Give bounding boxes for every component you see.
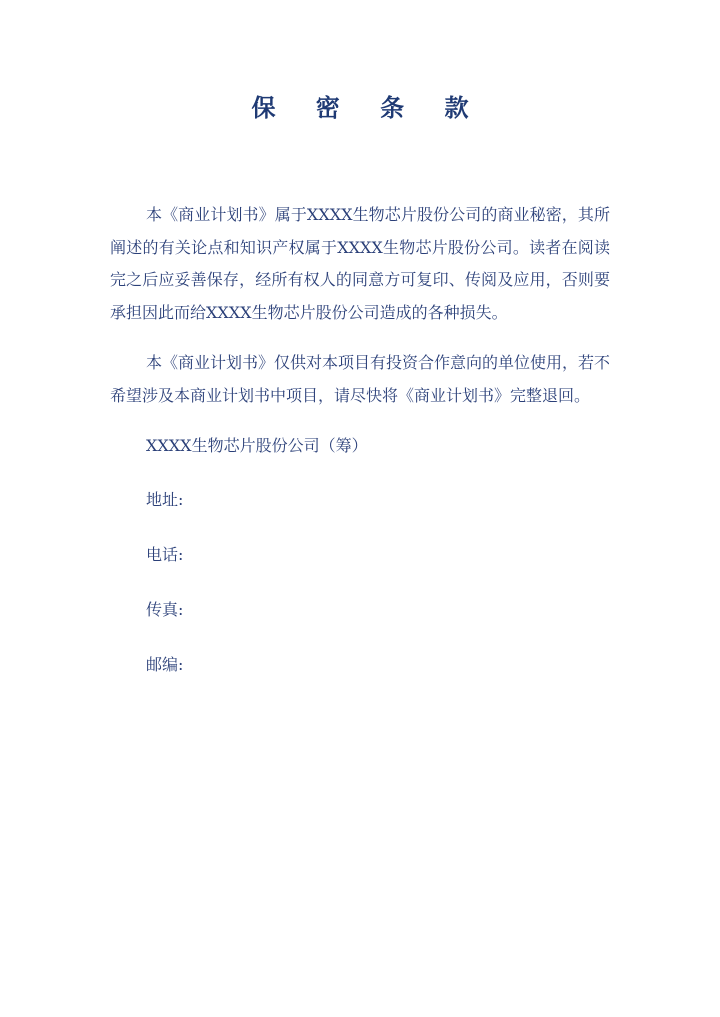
document-title: 保 密 条 款 (251, 93, 485, 122)
confidentiality-paragraph-1: 本《商业计划书》属于XXXX生物芯片股份公司的商业秘密，其所阐述的有关论点和知识产权属于XXXX生物芯片股份公司。读者在阅读完之后应妥善保存，经所有权人的同意方可复印、传阅及应用，否则要承担因此而给XXXX生物芯片股份公司造成的各种损失。 (110, 205, 610, 322)
company-name: XXXX生物芯片股份公司（筹） (146, 436, 368, 455)
address-label: 地址: (146, 490, 184, 509)
phone-label: 电话: (146, 545, 184, 564)
document-body (110, 199, 610, 704)
fax-label: 传真: (146, 600, 184, 619)
postcode-label: 邮编: (146, 655, 184, 674)
confidentiality-paragraph-2: 本《商业计划书》仅供对本项目有投资合作意向的单位使用，若不希望涉及本商业计划书中项目，请尽快将《商业计划书》完整退回。 (110, 353, 611, 405)
